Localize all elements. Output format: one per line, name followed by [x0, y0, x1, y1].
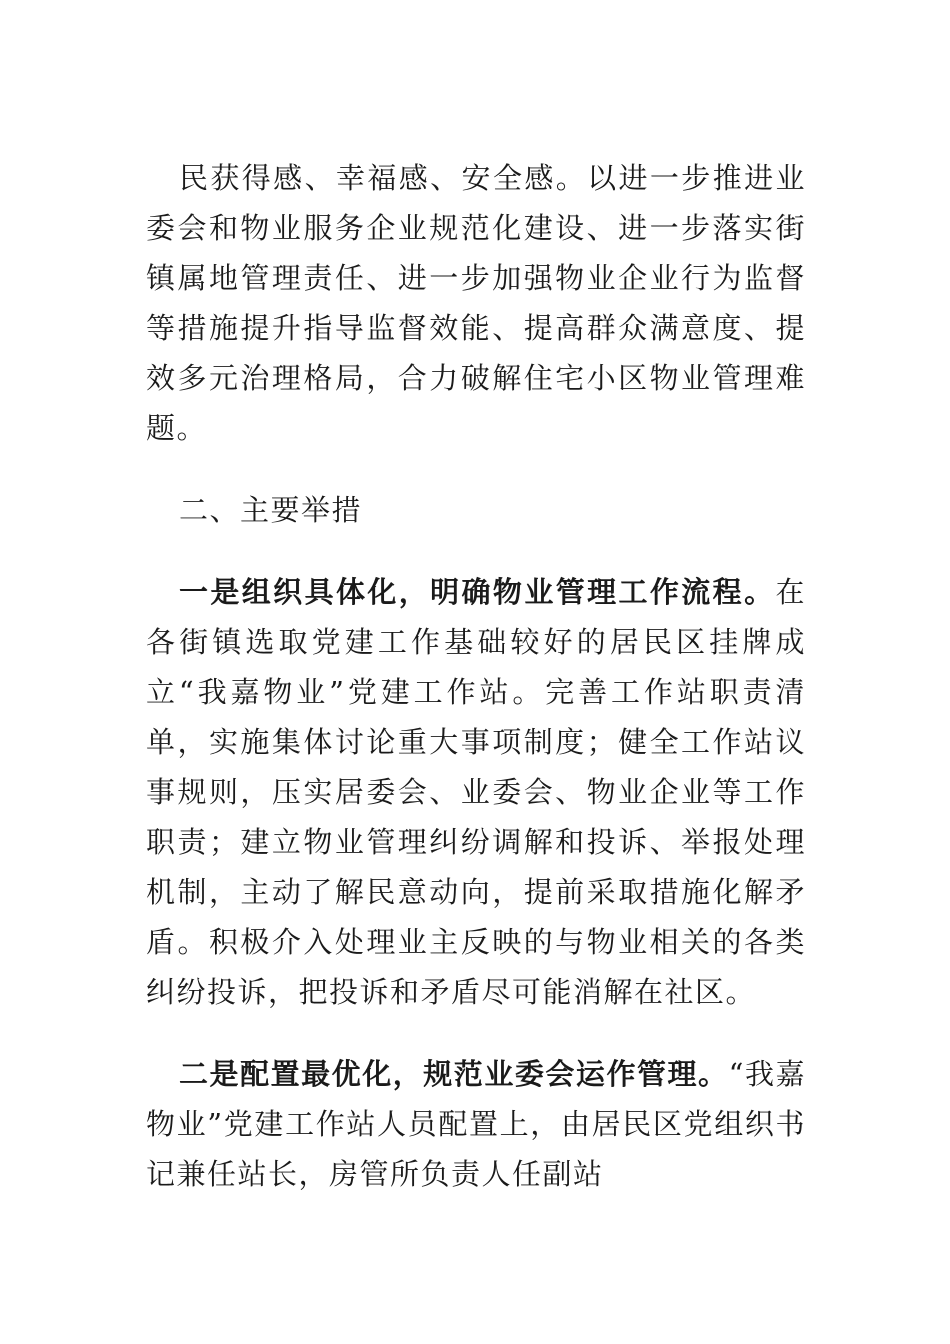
document-page — [146, 153, 806, 1199]
paragraph-measure-two-body: “我嘉物业”党建工作站人员配置上，由居民区党组织书记兼任站长，房管所负责人任副站 — [146, 1057, 806, 1191]
section-heading: 二、主要举措 — [179, 493, 363, 527]
paragraph-intro-continued: 民获得感、幸福感、安全感。以进一步推进业委会和物业服务企业规范化建设、进一步落实街镇属地管理责任、进一步加强物业企业行为监督等措施提升指导监督效能、提高群众满意度、提效多元治理格局，合力破解住宅小区物业管理难题。 — [146, 161, 806, 445]
paragraph-measure-two-lead: 二是配置最优化，规范业委会运作管理。 — [179, 1057, 729, 1091]
paragraph-measure-one-lead: 一是组织具体化，明确物业管理工作流程。 — [179, 575, 776, 609]
paragraph-measure-one-body: 在各街镇选取党建工作基础较好的居民区挂牌成立“我嘉物业”党建工作站。完善工作站职责清单，实施集体讨论重大事项制度；健全工作站议事规则，压实居委会、业委会、物业企业等工作职责；建立物业管理纠纷调解和投诉、举报处理机制，主动了解民意动向，提前采取措施化解矛盾。积极介入处理业主反映的与物业相关的各类纠纷投诉，把投诉和矛盾尽可能消解在社区。 — [146, 575, 806, 1009]
paragraph-measure-one — [146, 567, 806, 1017]
paragraph-measure-two — [146, 1049, 806, 1199]
